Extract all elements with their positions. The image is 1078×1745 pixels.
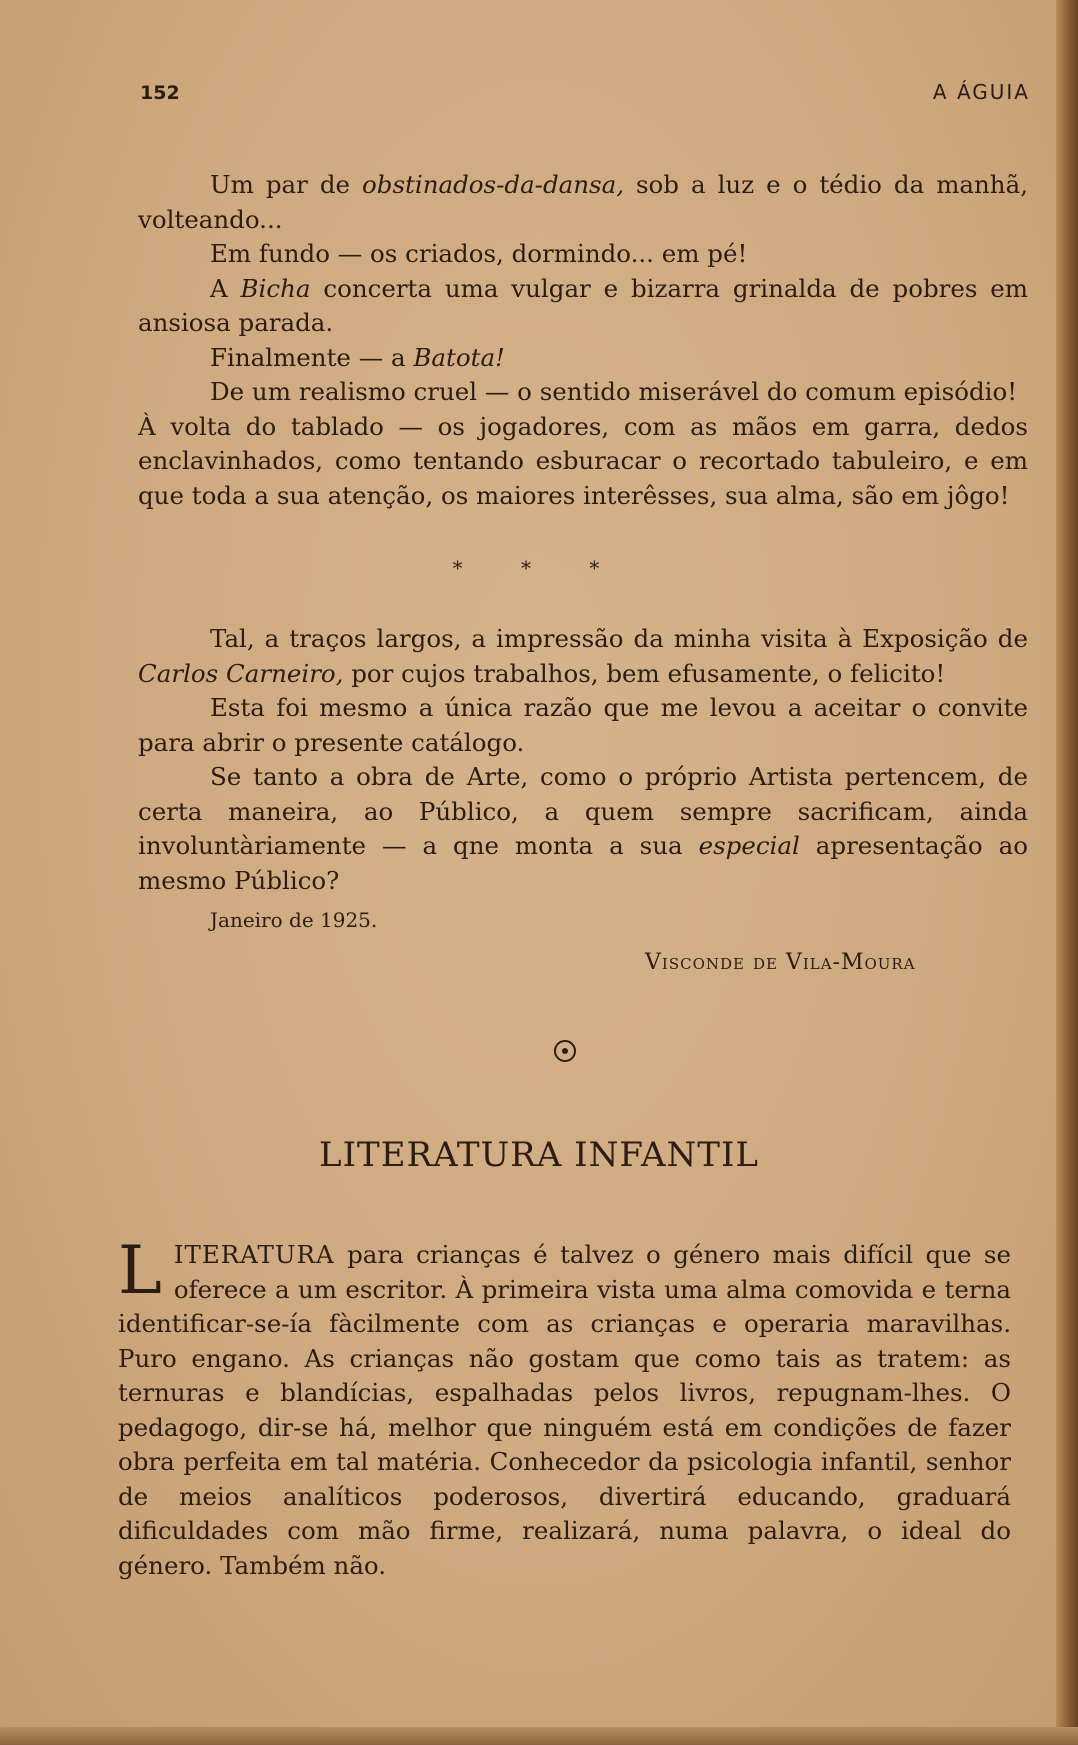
article-body: [118, 1232, 1011, 1583]
italic-term: especial: [698, 831, 800, 860]
running-header: [140, 80, 1030, 104]
drop-cap: L: [118, 1232, 162, 1309]
text-block-1: [138, 168, 1028, 513]
paragraph-text: À volta do tablado — os jogadores, com as mãos em garra, dedos enclavinhados, como tentando esburacar o recortado tabuleiro, e em que toda a sua atenção, os maiores interêsses, sua alma, são em jôgo!: [138, 411, 1028, 510]
lead-word: ITERATURA: [173, 1240, 335, 1269]
paragraph-text: Em fundo — os criados, dormindo... em pé!: [210, 239, 748, 268]
paragraph-text: sob a luz e o tédio da manhã, volteando...: [138, 170, 1028, 234]
paragraph: [138, 341, 1028, 376]
italic-term: Carlos Carneiro,: [138, 658, 344, 688]
dateline: Janeiro de 1925.: [210, 908, 378, 932]
text-block-2: [138, 622, 1028, 898]
paragraph-text: por cujos trabalhos, bem efusamente, o felicito!: [343, 658, 946, 688]
page-edge-shadow: [1056, 0, 1078, 1745]
paragraph-text: apresentação ao mesmo Público?: [138, 831, 1028, 895]
paragraph-text: Se tanto a obra de Arte, como o próprio Artista pertencem, de certa maneira, ao Público, a quem sempre sacrificam, ainda involuntàriamente — a qne monta a sua: [138, 762, 1028, 860]
paragraph: [138, 168, 1028, 237]
article-text: para crianças é talvez o género mais difícil que se oferece a um escritor. À primeira vista uma alma comovida e terna identificar-se-ía fàcilmente com as crianças e operaria maravilhas. Puro engano. As crianças não gostam que como tais as tratem: as ternuras e blandícias, espalhadas pelos livros, repugnam-lhes. O pedagogo, dir-se há, melhor que ninguém está em condições de fazer obra perfeita em tal matéria. Conhecedor da psicologia infantil, senhor de meios analíticos poderosos, divertirá educando, graduará dificuldades com mão firme, realizará, numa palavra, o ideal do género. Também não.: [118, 1240, 1011, 1580]
italic-term: Batota!: [413, 342, 505, 372]
section-separator: * * *: [452, 556, 626, 580]
page-number: 152: [140, 82, 180, 104]
paragraph: [138, 272, 1028, 341]
paragraph: [138, 760, 1028, 898]
section-title: LITERATURA INFANTIL: [319, 1135, 759, 1175]
paragraph: [138, 691, 1028, 760]
circle-ornament-icon: [554, 1040, 576, 1062]
paragraph-text: Finalmente — a: [210, 342, 414, 372]
paragraph: [138, 237, 1028, 272]
paragraph-text: De um realismo cruel — o sentido miserável do comum episódio!: [210, 377, 1018, 406]
italic-term: Bicha: [240, 273, 311, 303]
paragraph-text: Esta foi mesmo a única razão que me levou a aceitar o convite para abrir o presente catálogo.: [138, 693, 1028, 757]
paragraph: [138, 410, 1028, 514]
author-signature: Visconde de Vila-Moura: [645, 950, 916, 975]
paragraph: [138, 622, 1028, 691]
paragraph-text: Tal, a traços largos, a impressão da minha visita à Exposição de: [210, 624, 1028, 653]
paragraph-text: A: [210, 273, 241, 303]
paragraph: [138, 375, 1028, 410]
italic-term: obstinados-da-dansa,: [362, 170, 624, 199]
journal-title: A ÁGUIA: [932, 80, 1030, 104]
paragraph-text: Um par de: [210, 170, 363, 199]
paragraph-text: concerta uma vulgar e bizarra grinalda de pobres em ansiosa parada.: [138, 273, 1028, 337]
article-paragraph: [118, 1232, 1011, 1583]
page-bottom-edge: [0, 1727, 1078, 1745]
